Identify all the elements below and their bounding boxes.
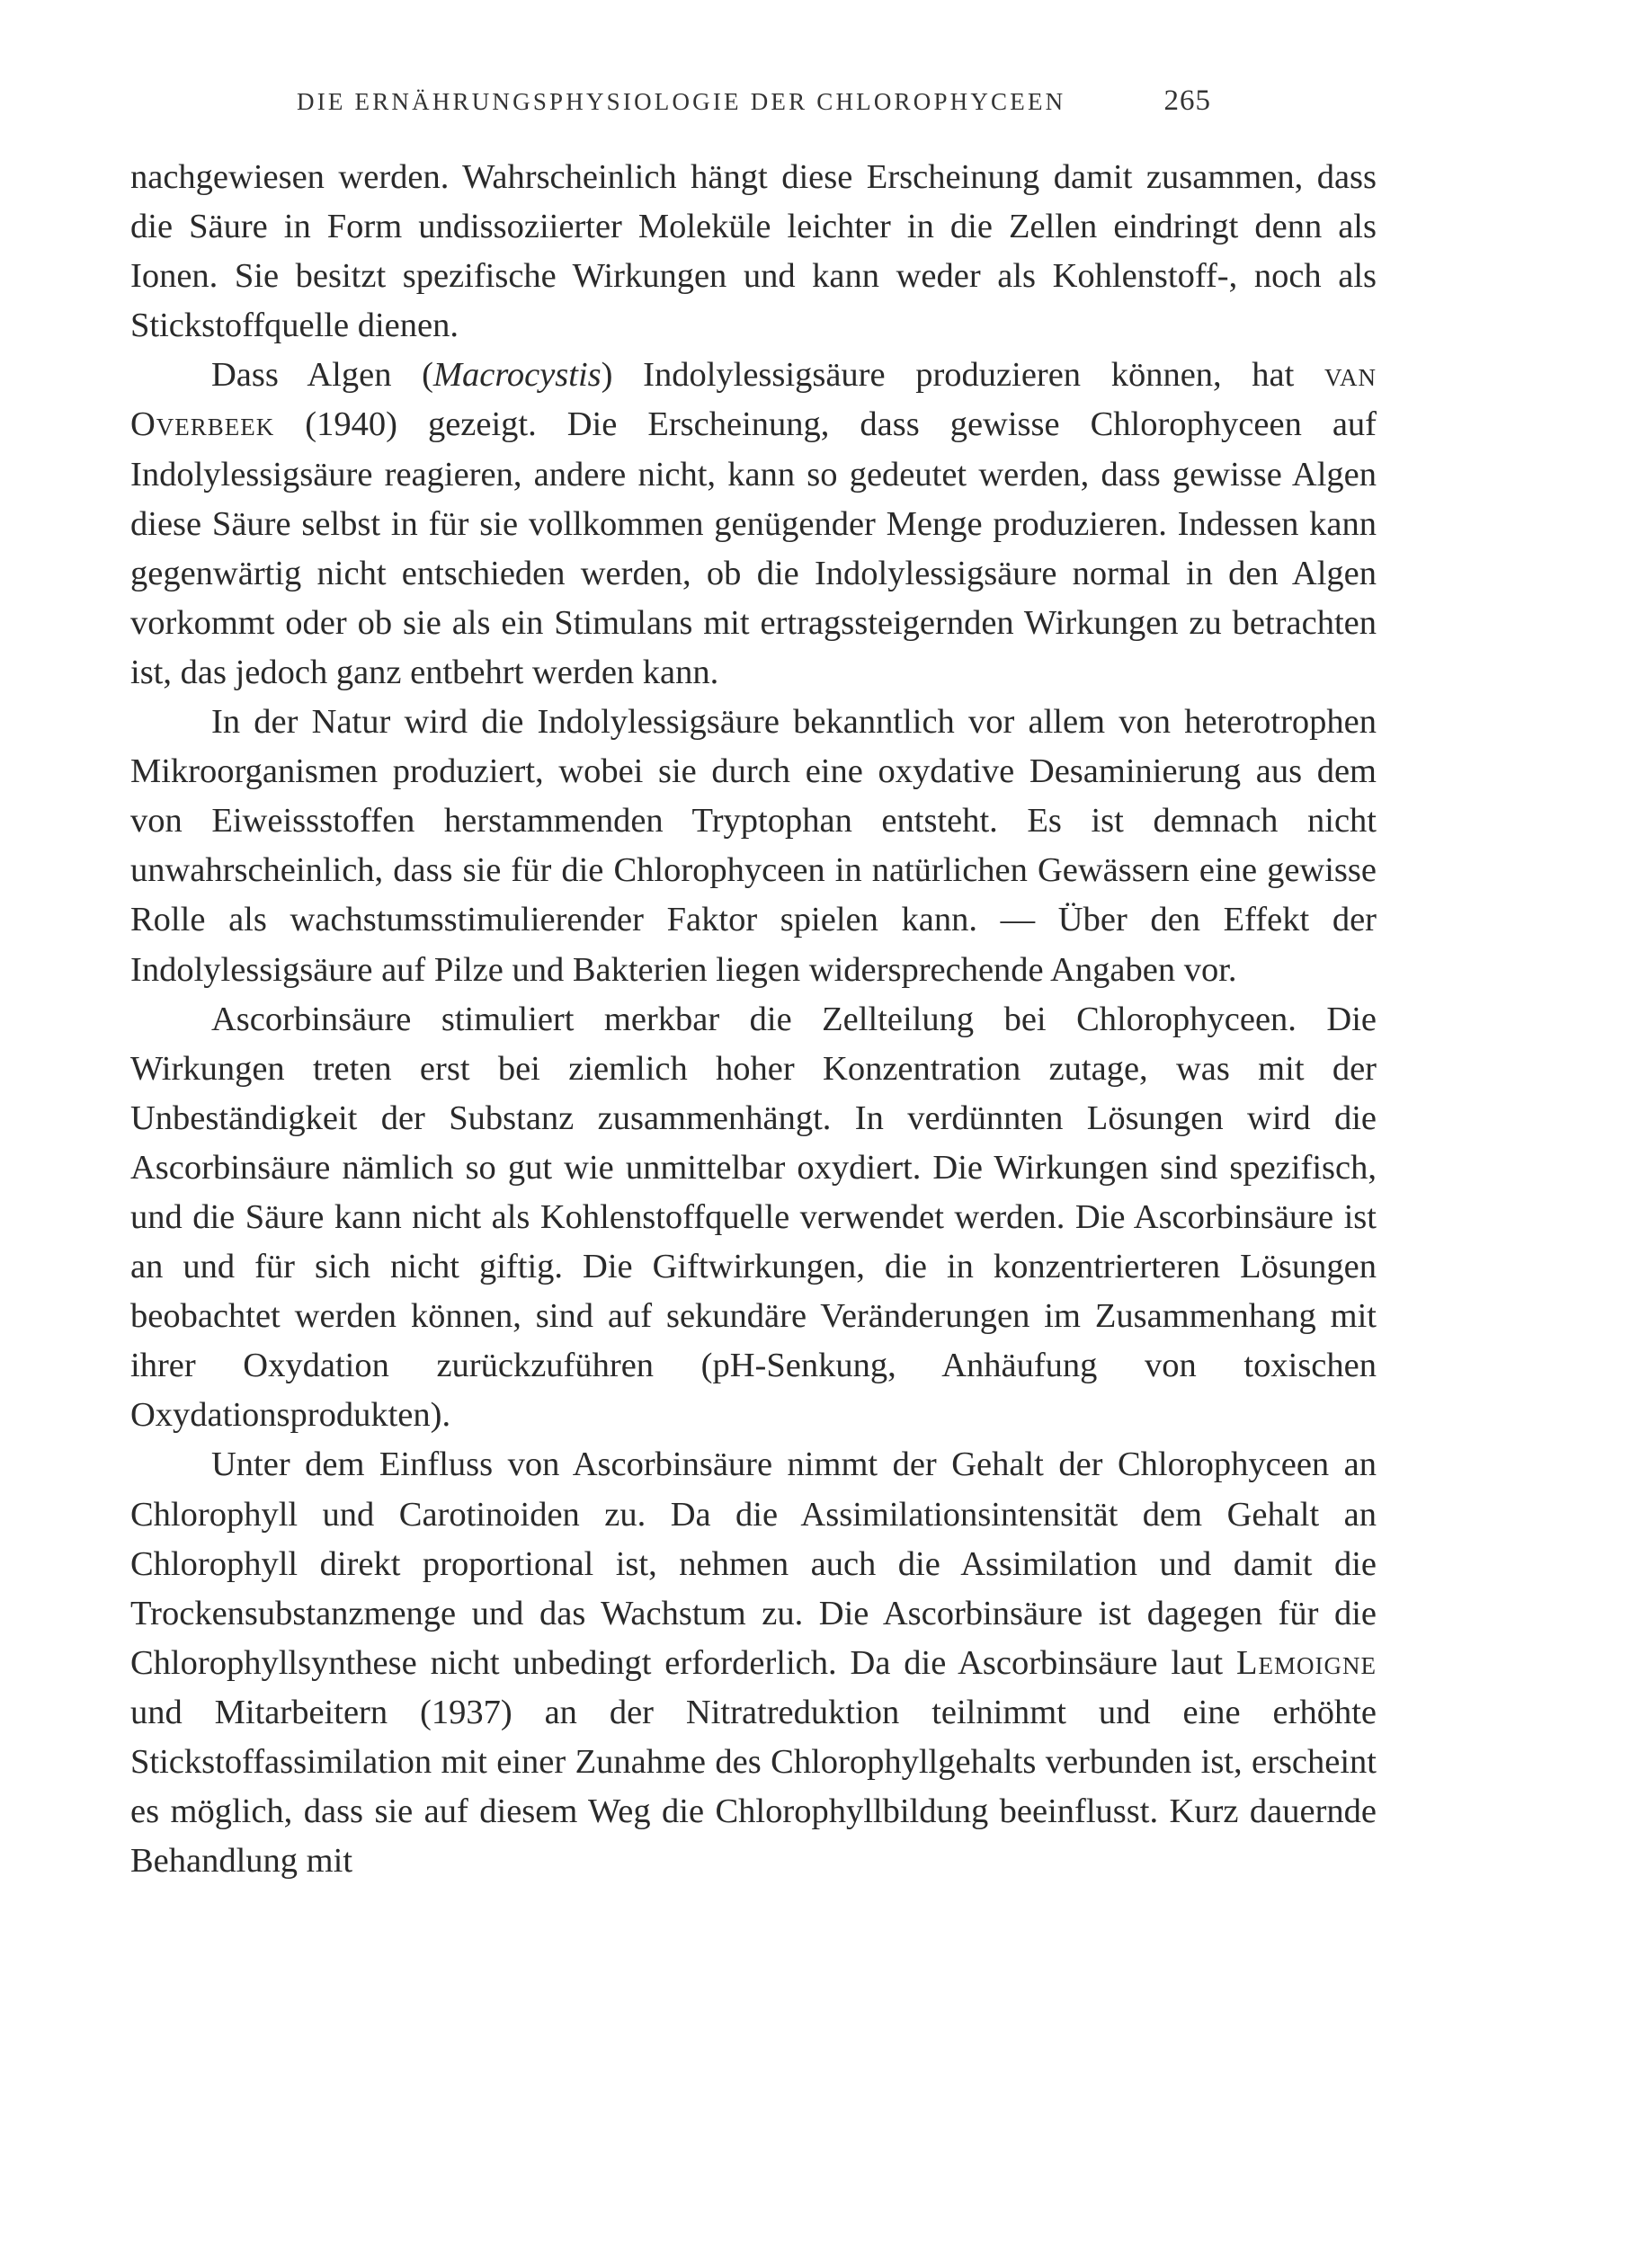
paragraph-2-text-a: Dass Algen ( (211, 356, 433, 395)
paragraph-3: In der Natur wird die Indolylessigsäure bekanntlich vor allem von heterotrophen Mikroorganismen produziert, wobei sie durch eine oxydative Desaminierung aus dem von Eiweissstoffen herstammenden Tryptophan entsteht. Es ist demnach nicht unwahrscheinlich, dass sie für die Chlorophyceen in natürlichen Gewässern eine gewisse Rolle als wachstumsstimulierender Faktor spielen kann. — Über den Effekt der Indolylessigsäure auf Pilze und Bakterien liegen widersprechende Angaben vor. (130, 703, 1377, 989)
page-number: 265 (1163, 84, 1211, 117)
paragraph-5-text-a: Unter dem Einfluss von Ascorbinsäure nimmt der Gehalt der Chlorophyceen an Chlorophyll und Carotinoiden zu. Da die Assimilationsintensität dem Gehalt an Chlorophyll direkt proportional ist, nehmen auch die Assimilation und damit die Trockensubstanzmenge und das Wachstum zu. Die Ascorbinsäure ist dagegen für die Chlorophyllsynthese nicht unbedingt erforderlich. Da die Ascorbinsäure laut (130, 1445, 1377, 1682)
paragraph-2 (130, 351, 1377, 698)
genus-name: Macrocystis (432, 356, 602, 395)
running-title: DIE ERNÄHRUNGSPHYSIOLOGIE DER CHLOROPHYCEEN (297, 88, 1066, 115)
paragraph-2-text-c: (1940) gezeigt. Die Erscheinung, dass gewisse Chlorophyceen auf Indolylessigsäure reagieren, andere nicht, kann so gedeutet werden, dass gewisse Algen diese Säure selbst in für sie vollkommen genügender Menge produzieren. Indessen kann gegenwärtig nicht entschieden werden, ob die Indolylessigsäure normal in den Algen vorkommt oder ob sie als ein Stimulans mit ertragssteigernden Wirkungen zu betrachten ist, das jedoch ganz entbehrt werden kann. (130, 405, 1377, 691)
paragraph-2-text-b: ) Indolylessigsäure produzieren können, hat (601, 356, 1324, 395)
running-head (297, 84, 1211, 124)
author-citation: van Overbeek (130, 356, 1377, 444)
paragraph-5 (130, 1440, 1377, 1886)
author-citation: Lemoigne (1236, 1643, 1377, 1682)
body-text (130, 153, 1377, 1886)
paragraph-5-text-b: und Mitarbeitern (1937) an der Nitratreduktion teilnimmt und eine erhöhte Stickstoffassimilation mit einer Zunahme des Chlorophyllgehalts verbunden ist, erscheint es möglich, dass sie auf diesem Weg die Chlorophyllbildung beeinflusst. Kurz dauernde Behandlung mit (130, 1693, 1377, 1881)
paragraph-4: Ascorbinsäure stimuliert merkbar die Zellteilung bei Chlorophyceen. Die Wirkungen treten erst bei ziemlich hoher Konzentration zutage, was mit der Unbeständigkeit der Substanz zusammenhängt. In verdünnten Lösungen wird die Ascorbinsäure nämlich so gut wie unmittelbar oxydiert. Die Wirkungen sind spezifisch, und die Säure kann nicht als Kohlenstoffquelle verwendet werden. Die Ascorbinsäure ist an und für sich nicht giftig. Die Giftwirkungen, die in konzentrierteren Lösungen beobachtet werden können, sind auf sekundäre Veränderungen im Zusammenhang mit ihrer Oxydation zurückzuführen (pH-Senkung, Anhäufung von toxischen Oxydationsprodukten). (130, 1000, 1377, 1435)
paragraph-1: nachgewiesen werden. Wahrscheinlich hängt diese Erscheinung damit zusammen, dass die Säure in Form undissoziierter Moleküle leichter in die Zellen eindringt denn als Ionen. Sie besitzt spezifische Wirkungen und kann weder als Kohlenstoff-, noch als Stickstoffquelle dienen. (130, 158, 1377, 345)
